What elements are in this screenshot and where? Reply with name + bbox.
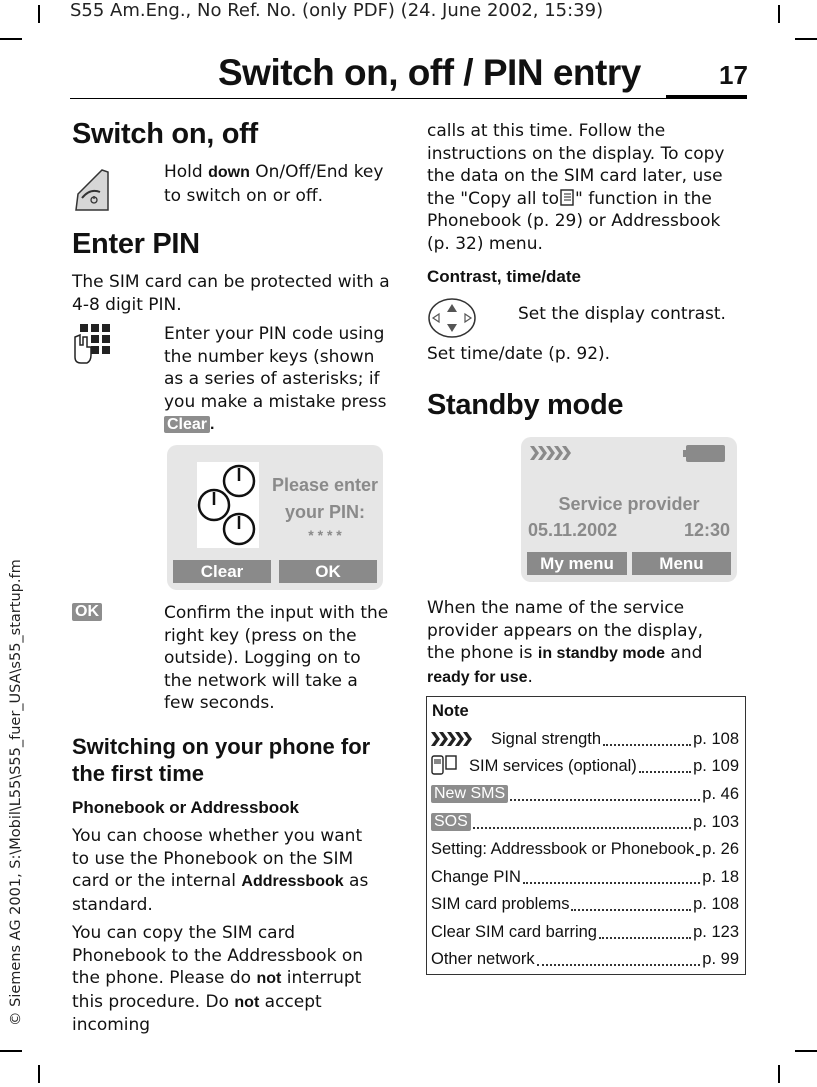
note-row-new-sms: New SMS p. 46 — [431, 781, 739, 807]
set-time-text: Set time/date (p. 92). — [427, 344, 611, 364]
page-number: 17 — [719, 60, 748, 90]
standby-text: When the name of the service provider appears on the display, the phone is in standby mode and ready for use. — [427, 598, 704, 687]
phonebook-paragraph1: You can choose whether you want to use the Phonebook on the SIM card or the internal Addressbook as standard. — [72, 826, 369, 915]
signal-strength-icon — [431, 732, 473, 746]
my-menu-softkey[interactable]: My menu — [527, 552, 627, 575]
contrast-heading: Contrast, time/date — [427, 267, 581, 286]
standby-heading: Standby mode — [427, 389, 624, 421]
page-title: Switch on, off / PIN entry — [218, 52, 641, 93]
pin-mask: * * * * — [308, 527, 342, 543]
note-row-other-network: Other network p. 99 — [431, 949, 739, 968]
ok-key-label: OK — [72, 603, 102, 621]
pin-enter-text: Enter your PIN code using the number keys (shown as a series of asterisks; if you make a mistake press Clear . — [164, 324, 387, 434]
page-number-rule — [666, 95, 747, 99]
on-off-key-icon — [72, 168, 112, 214]
phonebook-subheading: Phonebook or Addressbook — [72, 798, 300, 817]
menu-softkey[interactable]: Menu — [632, 552, 731, 575]
pin-confirm-text: Confirm the input with the right key (press on the outside). Logging on to the network will take a few seconds. — [164, 603, 389, 714]
note-row-change-pin: Change PIN p. 18 — [431, 867, 739, 886]
note-row-clear-barring: Clear SIM card barring p. 123 — [431, 922, 739, 941]
title-rule — [70, 98, 746, 99]
copyright-side-note: © Siemens AG 2001, S:\Mobil\L55\S55_fuer_USA\s55_startup.fm — [8, 559, 24, 1026]
navigation-key-icon — [427, 297, 477, 339]
pin-clear-softkey[interactable]: Clear — [173, 560, 271, 583]
continued-paragraph: calls at this time. Follow the instructions on the display. To copy the data on the SIM card later, use the "Copy all to " function in the Phonebook (p. 29) or Addressbook (p. 32) menu. — [427, 121, 725, 254]
note-row-sim-problems: SIM card problems p. 108 — [431, 894, 739, 913]
service-provider: Service provider — [558, 494, 700, 514]
standby-time: 12:30 — [684, 520, 731, 540]
first-time-heading: Switching on your phone for the first time — [72, 734, 371, 786]
addressbook-icon — [559, 189, 575, 206]
battery-icon — [683, 445, 725, 462]
note-row-sim-services: SIM services (optional) p. 109 — [431, 753, 739, 779]
hourglass-clocks-icon — [197, 462, 259, 548]
pin-prompt-line2: your PIN: — [284, 502, 365, 522]
note-row-setting: Setting: Addressbook or Phonebook p. 26 — [431, 839, 739, 858]
phonebook-paragraph2: You can copy the SIM card Phonebook to the Addressbook on the phone. Please do not interrupt this procedure. Do not accept incoming — [72, 923, 363, 1036]
pin-ok-softkey[interactable]: OK — [279, 560, 377, 583]
switch-heading: Switch on, off — [72, 118, 258, 150]
standby-date: 05.11.2002 — [528, 520, 618, 540]
signal-strength-icon — [530, 446, 572, 460]
clear-key-label: Clear — [164, 416, 210, 433]
enter-pin-heading: Enter PIN — [72, 228, 200, 260]
switch-text: Hold down On/Off/End key to switch on or off. — [164, 162, 384, 206]
keypad-icon — [72, 323, 112, 365]
sim-services-icon — [431, 755, 459, 777]
note-box — [426, 696, 746, 975]
note-row-signal: Signal strength p. 108 — [431, 726, 739, 752]
document-info-header: S55 Am.Eng., No Ref. No. (only PDF) (24. June 2002, 15:39) — [70, 0, 604, 21]
set-contrast-text: Set the display contrast. — [518, 304, 726, 324]
note-row-sos: SOS p. 103 — [431, 809, 739, 835]
note-title: Note — [432, 702, 469, 720]
pin-intro: The SIM card can be protected with a 4-8 digit PIN. — [72, 272, 390, 315]
pin-prompt-line1: Please enter — [271, 475, 379, 495]
